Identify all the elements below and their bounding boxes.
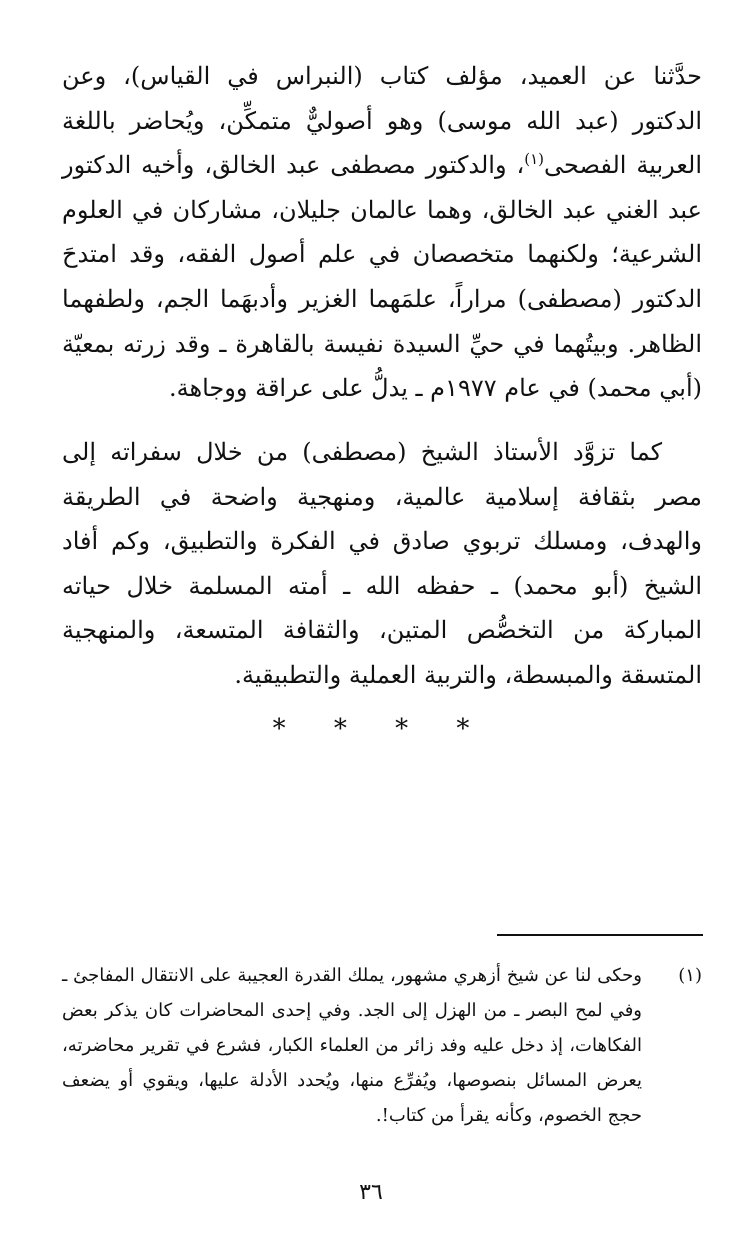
section-separator (0, 714, 742, 744)
paragraph-1 (62, 54, 702, 411)
footnote-text: وحكى لنا عن شيخ أزهري مشهور، يملك القدرة العجيبة على الانتقال المفاجئ ـ وفي لمح البصر ـ من الهزل إلى الجد. وفي إحدى المحاضرات كان يذكر بعض الفكاهات، إذ دخل عليه وفد زائر من العلماء الكبار، فشرع في تقرير محاضرته، يعرض المسائل بنصوصها، ويُفرِّع منها، ويُحدد الأدلة عليها، ويقوي أو يضعف حجج الخصوم، وكأنه يقرأ من كتاب!. (62, 965, 642, 1126)
footnote-marker: (١) (678, 965, 702, 986)
page-number: ٣٦ (359, 1180, 383, 1205)
separator-star: * (333, 714, 347, 744)
footnote (62, 958, 702, 1133)
paragraph-1-text (62, 54, 702, 411)
paragraph-2 (62, 430, 702, 698)
separator-star: * (395, 714, 409, 744)
footnote-reference: (١) (524, 150, 545, 169)
separator-star: * (272, 714, 286, 744)
paragraph-2-text: كما تزوَّد الأستاذ الشيخ (مصطفى) من خلال سفراته إلى مصر بثقافة إسلامية عالمية، ومنهجية واضحة في الطريقة والهدف، ومسلك تربوي صادق في الفكرة والتطبيق، وكم أفاد الشيخ (أبو محمد) ـ حفظه الله ـ أمته المسلمة خلال حياته المباركة من التخصُّص المتين، والثقافة المتسعة، والمنهجية المتسقة والمبسطة، والتربية العملية والتطبيقية. (62, 438, 702, 689)
footnote-divider (497, 934, 703, 936)
separator-star: * (456, 714, 470, 744)
paragraph-1-part-b: ، والدكتور مصطفى عبد الخالق، وأخيه الدكتور عبد الغني عبد الخالق، وهما عالمان جليلان، مشاركان في العلوم الشرعية؛ ولكنهما متخصصان في علم أصول الفقه، وقد امتدحَ الدكتور (مصطفى) مراراً، علمَهما الغزير وأدبهَما الجم، ولطفهما الظاهر. وبيتُهما في حيِّ السيدة نفيسة بالقاهرة ـ وقد زرته بمعيّة (أبي محمد) في عام ١٩٧٧م ـ يدلُّ على عراقة ووجاهة. (62, 151, 702, 403)
paragraph-1-part-a: حدَّثنا عن العميد، مؤلف كتاب (النبراس في القياس)، وعن الدكتور (عبد الله موسى) وهو أصوليٌّ متمكِّن، ويُحاضر باللغة العربية الفصحى (62, 62, 702, 180)
